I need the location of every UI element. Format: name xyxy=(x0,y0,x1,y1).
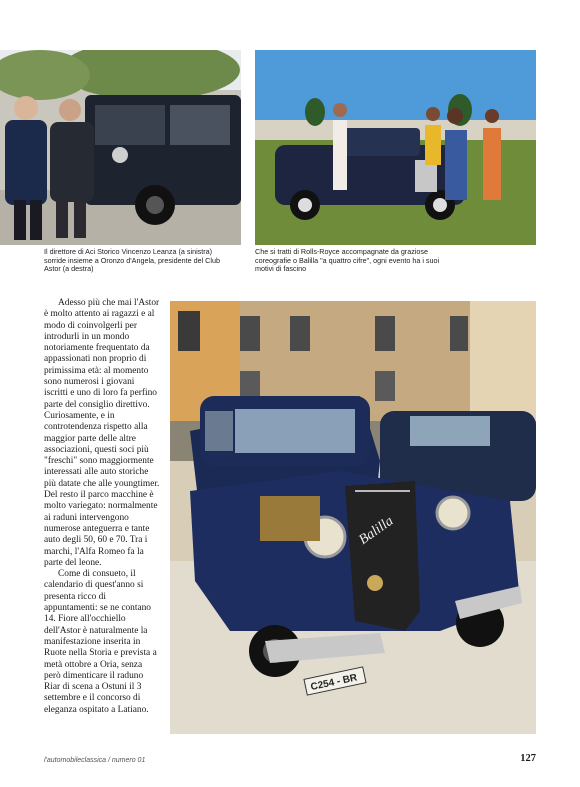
caption-right: Che si tratti di Rolls-Royce accompagnate da graziose coreografie o Balilla "a quattro cifre", ogni evento ha i suoi motivi di fascino xyxy=(255,247,440,274)
article-column xyxy=(44,298,160,716)
photo-directors-with-car xyxy=(0,50,241,245)
photo-models-rolls-royce xyxy=(255,50,536,245)
article-paragraph-2-text: Come di consueto, il calendario di quest'anno si presenta ricco di appuntamenti: se ne contano 14. Fiore all'occhiello dell'Astor è naturalmente la manifestazione inserita in Ruote nella Storia e prevista a metà ottobre a Oria, senza però dimenticare il raduno Riar di scena a Ostuni il 3 settembre e il concorso di eleganza ospitato a Latiano. xyxy=(44,569,157,715)
footer-magazine: l'automobileclassica / numero 01 xyxy=(44,757,146,764)
page-number: 127 xyxy=(520,753,536,764)
license-plate-text: C254 - BR xyxy=(309,672,359,694)
article-paragraph xyxy=(44,569,160,716)
article-paragraph-1-text: Adesso più che mai l'Astor è molto attento ai ragazzi e al modo di coinvolgerli per introdurli in un mondo notoriamente frequentato da appassionati non proprio di primissima età: al momento sono numerosi i giovani iscritti e uno di loro fa perfino parte del consiglio direttivo. Curiosamente, e in controtendenza rispetto alla maggior parte delle altre associazioni, questi soci più "freschi" sono maggiormente interessati alle auto storiche più datate che alle youngtimer. Del resto il parco macchine è molto variegato: normalmente ai raduni intervengono numerose anteguerra e tante auto degli 50, 60 e 70. Tra i marchi, l'Alfa Romeo fa la parte del leone. xyxy=(44,298,160,568)
photo-men-vintage-car xyxy=(0,50,241,245)
caption-left: Il direttore di Aci Storico Vincenzo Leanza (a sinistra) sorride insieme a Oronzo d'Angela, presidente del Club Astor (a destra) xyxy=(44,247,220,274)
article-paragraph xyxy=(44,298,160,569)
photo-balilla-car xyxy=(170,301,536,734)
photo-fiat-balilla xyxy=(170,301,536,734)
photo-rolls-royce-models xyxy=(255,50,536,245)
grille-badge-text: Balilla xyxy=(356,513,397,548)
